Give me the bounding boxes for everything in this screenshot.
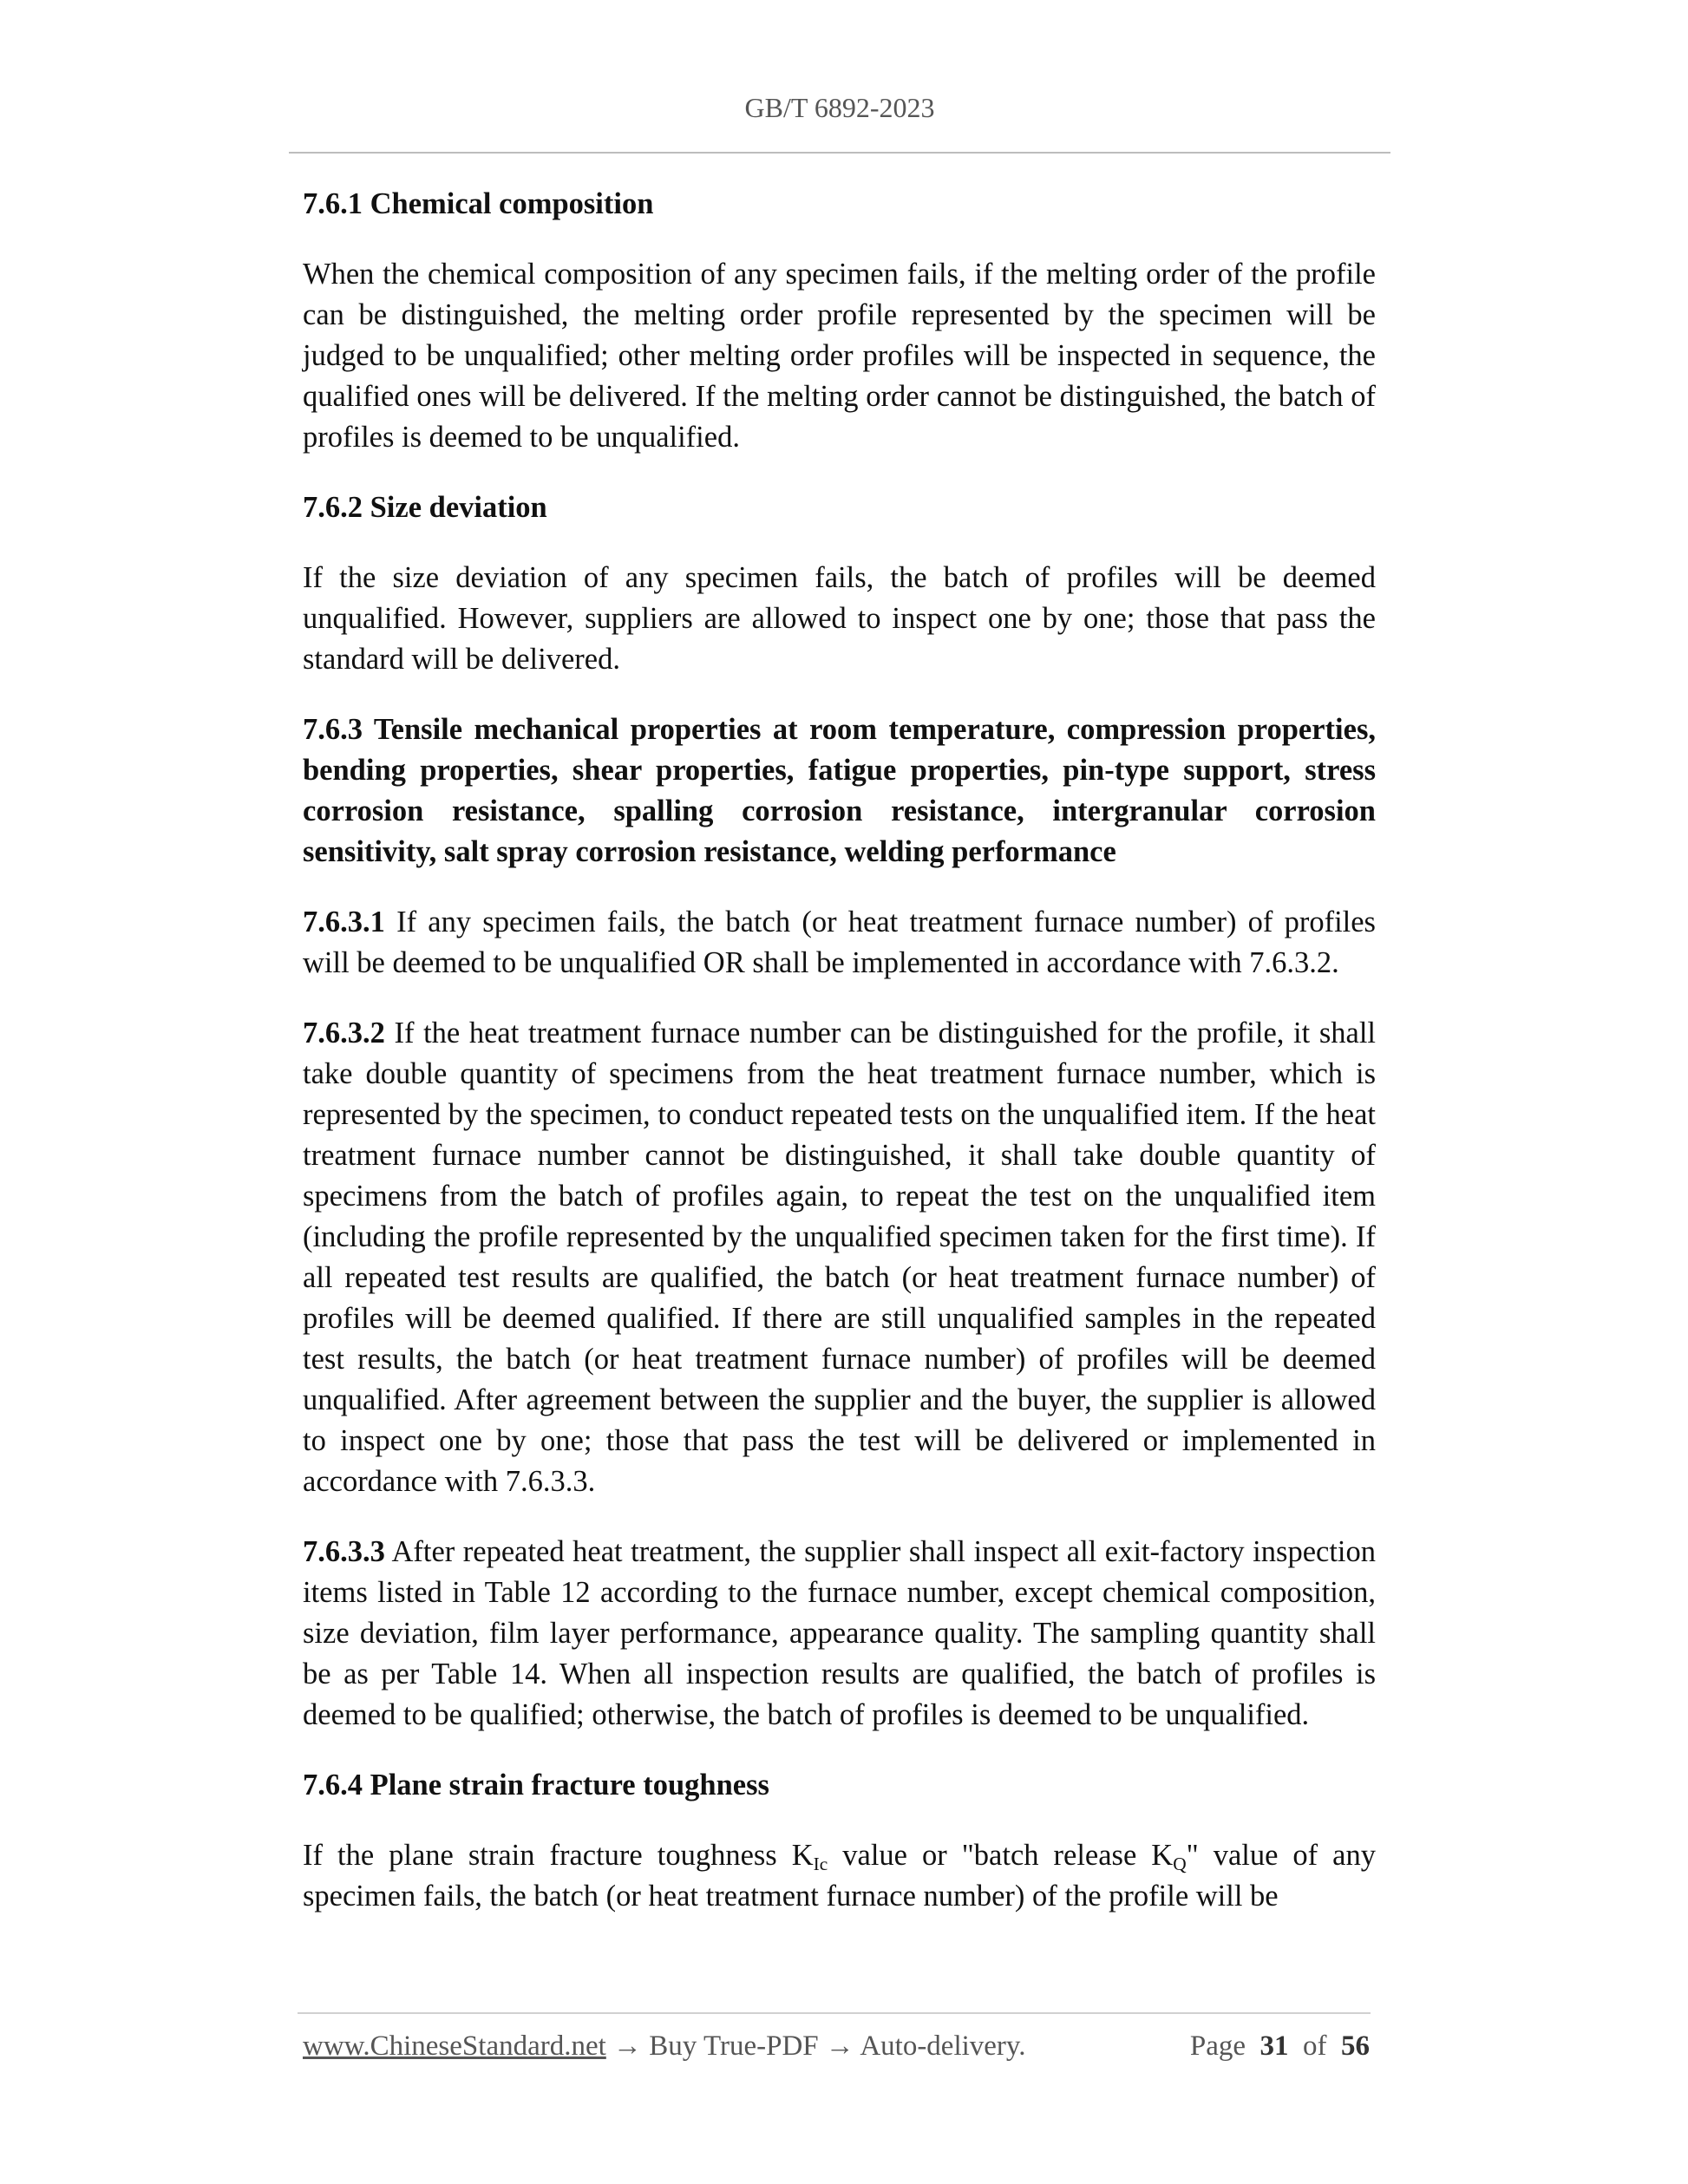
footer-promo [303,2030,1026,2063]
paragraph-7-6-3-1 [303,902,1376,984]
current-page: 31 [1259,2030,1289,2062]
page-label: Page [1189,2030,1246,2062]
clause-number-7-6-3-1: 7.6.3.1 [303,906,385,938]
text-part-3: " value of any specimen fails, the batch (or heat treatment furnace number) of the profile will be [303,1839,1376,1913]
header-divider [289,152,1390,154]
footer-divider [298,2012,1371,2014]
page-number [1190,2030,1370,2063]
section-heading-7-6-1: 7.6.1 Chemical composition [303,187,654,220]
paragraph-7-6-1: When the chemical composition of any specimen fails, if the melting order of the profile can be distinguished, the melting order profile represented by the specimen will be judged to be unqualified; other melting order profiles will be inspected in sequence, the qualified ones will be delivered. If the melting order cannot be distinguished, the batch of profiles is deemed to be unqualified. [303,258,1376,454]
document-id-header: GB/T 6892-2023 [744,92,935,123]
of-label: of [1303,2030,1327,2062]
arrow-right-icon: → [825,2030,854,2062]
paragraph-7-6-3-2 [303,1013,1376,1502]
arrow-right-icon: → [613,2030,643,2062]
text-part-2: value or "batch release K [828,1839,1174,1872]
document-body [303,184,1376,1946]
clause-text-7-6-3-1: If any specimen fails, the batch (or heat treatment furnace number) of profiles will be deemed to be unqualified OR shall be implemented in accordance with 7.6.3.2. [303,906,1376,979]
clause-number-7-6-3-2: 7.6.3.2 [303,1017,385,1049]
text-part-1: If the plane strain fracture toughness K [303,1839,814,1872]
clause-text-7-6-3-3: After repeated heat treatment, the supplier shall inspect all exit-factory inspection items listed in Table 12 according to the furnace number, except chemical composition, size deviation, film layer performance, appearance quality. The sampling quantity shall be as per Table 14. When all inspection results are qualified, the batch of profiles is deemed to be qualified; otherwise, the batch of profiles is deemed to be unqualified. [303,1535,1376,1731]
paragraph-7-6-4 [303,1835,1376,1917]
auto-delivery-text: Auto-delivery. [860,2030,1026,2062]
section-heading-7-6-3: 7.6.3 Tensile mechanical properties at room temperature, compression properties, bending properties, shear properties, fatigue properties, pin-type support, stress corrosion resistance, spalling corrosion resistance, intergranular corrosion sensitivity, salt spray corrosion resistance, welding performance [303,713,1376,868]
section-heading-7-6-4: 7.6.4 Plane strain fracture toughness [303,1769,769,1801]
total-pages: 56 [1341,2030,1370,2062]
subscript-q: Q [1173,1853,1187,1874]
clause-text-7-6-3-2: If the heat treatment furnace number can be distinguished for the profile, it shall take double quantity of specimens from the heat treatment furnace number, which is represented by the specimen, to conduct repeated tests on the unqualified item. If the heat treatment furnace number cannot be distinguished, it shall take double quantity of specimens from the batch of profiles again, to repeat the test on the unqualified item (including the profile represented by the unqualified specimen taken for the first time). If all repeated test results are qualified, the batch (or heat treatment furnace number) of profiles will be deemed qualified. If there are still unqualified samples in the repeated test results, the batch (or heat treatment furnace number) of profiles will be deemed unqualified. After agreement between the supplier and the buyer, the supplier is allowed to inspect one by one; those that pass the test will be delivered or implemented in accordance with 7.6.3.3. [303,1017,1376,1498]
paragraph-7-6-3-3 [303,1532,1376,1736]
subscript-ic: Ic [813,1853,828,1874]
website-link[interactable]: www.ChineseStandard.net [303,2030,606,2062]
clause-number-7-6-3-3: 7.6.3.3 [303,1535,385,1568]
buy-pdf-text: Buy True-PDF [649,2030,819,2062]
paragraph-7-6-2: If the size deviation of any specimen fails, the batch of profiles will be deemed unqualified. However, suppliers are allowed to inspect one by one; those that pass the standard will be delivered. [303,561,1376,676]
section-heading-7-6-2: 7.6.2 Size deviation [303,491,547,524]
